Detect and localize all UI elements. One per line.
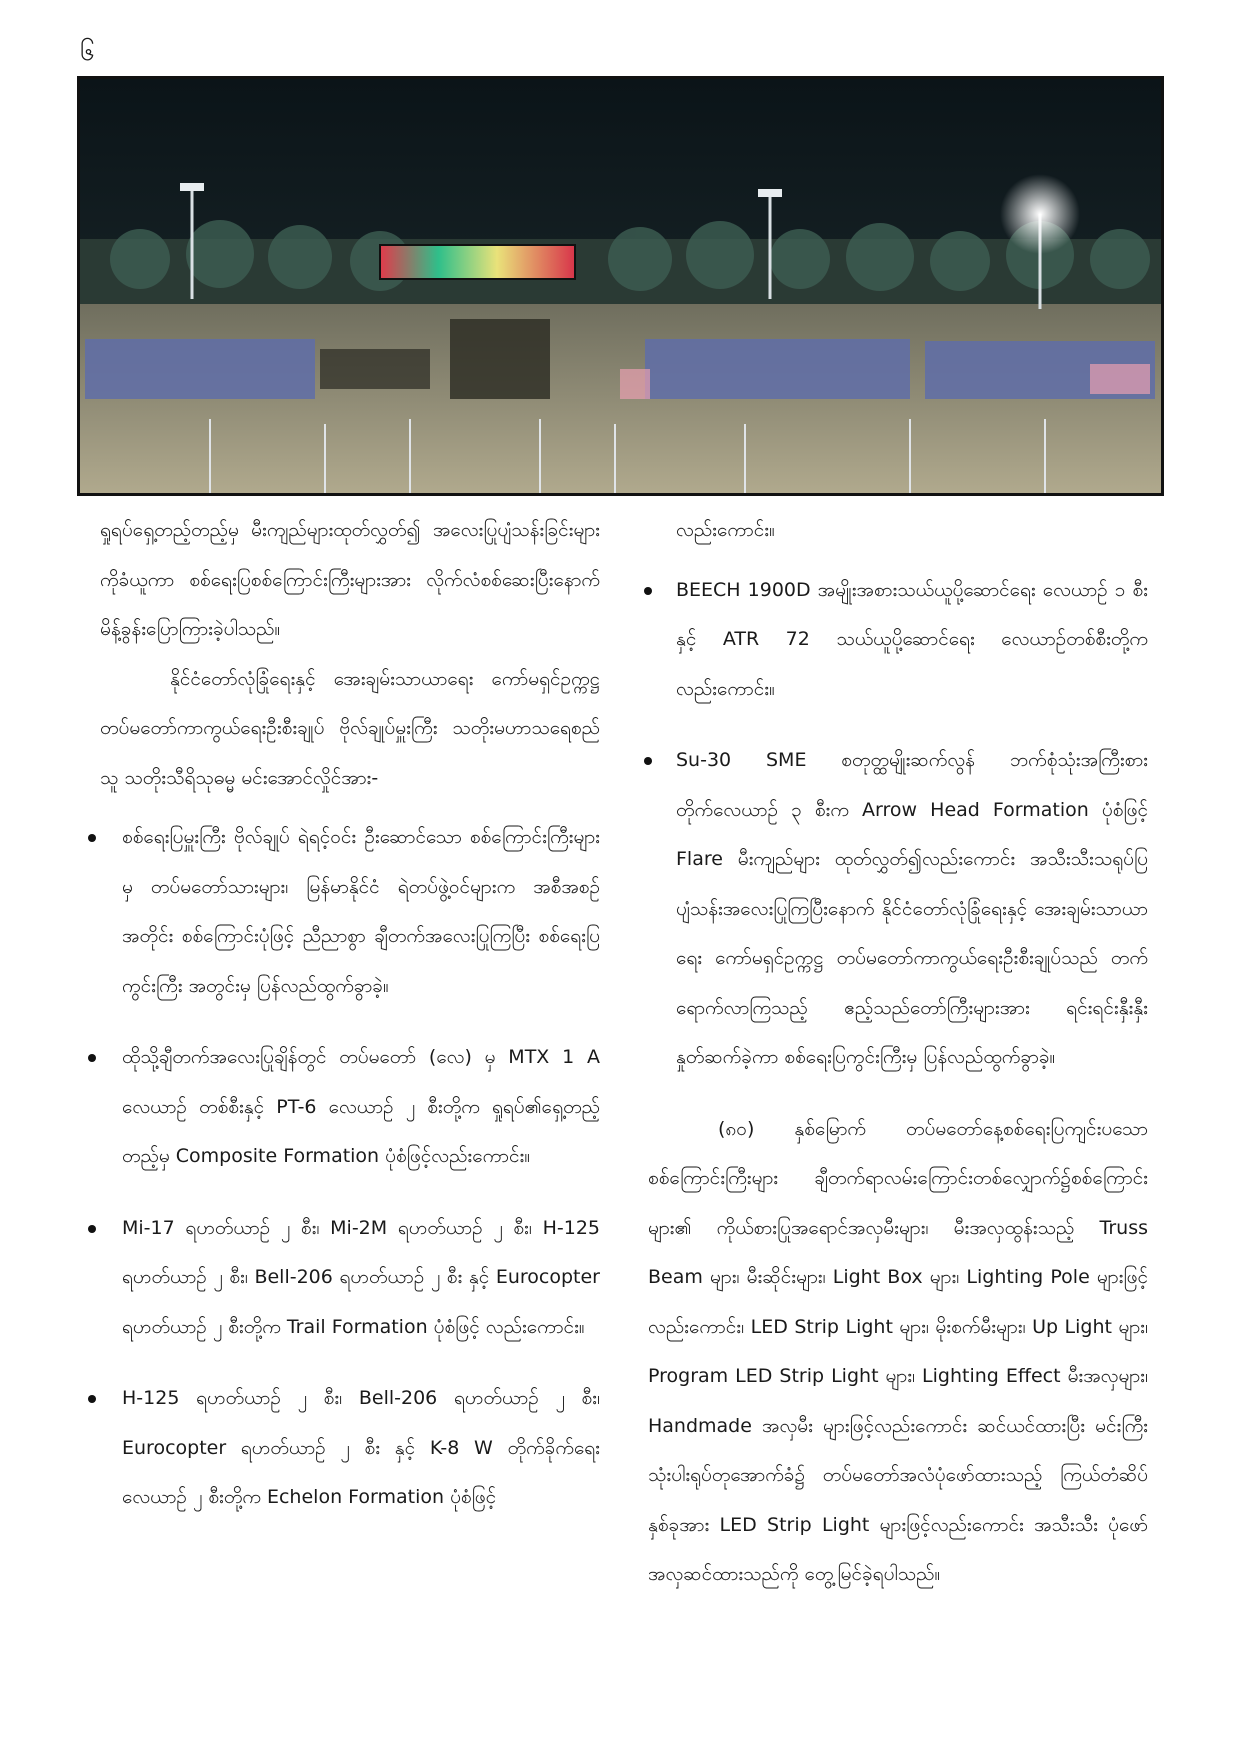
list-item: Su-30 SME စတုတ္ထမျိုးဆက်လွန် ဘက်စုံသုံးအကြီးစား တိုက်လေယာဉ် ၃ စီးက Arrow Head Formation ပုံစံဖြင့် Flare မီးကျည်များ ထုတ်လွှတ်၍လည်းကောင်း အသီးသီးသရုပ်ပြပျံသန်းအလေးပြုကြပြီးနောက် နိုင်ငံတော်လုံခြုံရေးနှင့် အေးချမ်းသာယာရေး ကော်မရှင်ဥက္ကဋ္ဌ တပ်မတော်ကာကွယ်ရေးဦးစီးချုပ်သည် တက်ရောက်လာကြသည့် ဧည့်သည်တော်ကြီးများအား ရင်းရင်းနှီးနှီး နှုတ်ဆက်ခဲ့ကာ စစ်ရေးပြကွင်းကြီးမှ ပြန်လည်ထွက်ခွာခဲ့။ [648,736,1148,1083]
left-column [100,506,600,1545]
continuation-text: လည်းကောင်း။ [676,519,775,541]
paragraph: နိုင်ငံတော်လုံခြုံရေးနှင့် အေးချမ်းသာယာရေး ကော်မရှင်ဥက္ကဋ္ဌ တပ်မတော်ကာကွယ်ရေးဦးစီးချုပ် ဗိုလ်ချုပ်မှူးကြီး သတိုးမဟာသရေစည်သူ သတိုးသီရိသုဓမ္မ မင်းအောင်လှိုင်အား- [100,667,600,789]
list-item: ထိုသို့ချီတက်အလေးပြုချိန်တွင် တပ်မတော် (လေ) မှ MTX 1 A လေယာဉ် တစ်စီးနှင့် PT-6 လေယာဉ် ၂ စီးတို့က ရှုရပ်၏ရှေ့တည့်တည့်မှ Composite Formation ပုံစံဖြင့်လည်းကောင်း။ [92,1033,600,1182]
parade-ground-illustration [80,79,1161,493]
list-item: စစ်ရေးပြမှူးကြီး ဗိုလ်ချုပ် ရဲရင့်ဝင်း ဦးဆောင်သော စစ်ကြောင်းကြီးများမှ တပ်မတော်သားများ၊ မြန်မာနိုင်ငံ ရဲတပ်ဖွဲ့ဝင်များက အစီအစဉ်အတိုင်း စစ်ကြောင်းပုံဖြင့် ညီညာစွာ ချီတက်အလေးပြုကြပြီး စစ်ရေးပြကွင်းကြီး အတွင်းမှ ပြန်လည်ထွက်ခွာခဲ့။ [92,813,600,1011]
list-item: Mi-17 ရဟတ်ယာဉ် ၂ စီး၊ Mi-2M ရဟတ်ယာဉ် ၂ စီး၊ H-125 ရဟတ်ယာဉ် ၂ စီး၊ Bell-206 ရဟတ်ယာဉ် ၂ စီး နှင့် Eurocopter ရဟတ်ယာဉ် ၂ စီးတို့က Trail Formation ပုံစံဖြင့် လည်းကောင်း။ [92,1204,600,1353]
paragraph: (၈၀) နှစ်မြောက် တပ်မတော်နေ့စစ်ရေးပြကျင်းပသော စစ်ကြောင်းကြီးများ ချီတက်ရာလမ်းကြောင်းတစ်လျှောက်၌စစ်ကြောင်းများ၏ ကိုယ်စားပြုအရောင်အလှမီးများ၊ မီးအလှထွန်းသည့် Truss Beam များ၊ မီးဆိုင်းများ၊ Light Box များ၊ Lighting Pole များဖြင့်လည်းကောင်း၊ LED Strip Light များ၊ မိုးစက်မီးများ၊ Up Light များ၊ Program LED Strip Light များ၊ Lighting Effect မီးအလှများ၊ Handmade အလှမီး များဖြင့်လည်းကောင်း ဆင်ယင်ထားပြီး မင်းကြီးသုံးပါးရုပ်တုအောက်ခံ၌ တပ်မတော်အလံပုံဖော်ထားသည့် ကြယ်တံဆိပ် နှစ်ခုအား LED Strip Light များဖြင့်လည်းကောင်း အသီးသီး ပုံဖော်အလှဆင်ထားသည်ကို တွေ့မြင်ခဲ့ရပါသည်။ [648,1117,1148,1585]
list-item: H-125 ရဟတ်ယာဉ် ၂ စီး၊ Bell-206 ရဟတ်ယာဉ် ၂ စီး၊ Eurocopter ရဟတ်ယာဉ် ၂ စီး နှင့် K-8 W တိုက်ခိုက်ရေး လေယာဉ် ၂ စီးတို့က Echelon Formation ပုံစံဖြင့် [92,1374,600,1523]
parade-photo [77,76,1164,496]
paragraph: ရှုရပ်ရှေ့တည့်တည့်မှ မီးကျည်များထုတ်လွှတ်၍ အလေးပြုပျံသန်းခြင်းများကိုခံယူကာ စစ်ရေးပြစစ်ကြောင်းကြီးများအား လိုက်လံစစ်ဆေးပြီးနောက် မိန့်ခွန်းပြောကြားခဲ့ပါသည်။ [100,519,600,640]
bullet-list [648,566,1148,1083]
list-item: BEECH 1900D အမျိုးအစားသယ်ယူပို့ဆောင်ရေး လေယာဉ် ၁ စီးနှင့် ATR 72 သယ်ယူပို့ဆောင်ရေး လေယာဉ်တစ်စီးတို့က လည်းကောင်း။ [648,566,1148,715]
page-number: ၆ [80,37,95,67]
right-column [648,506,1148,1600]
bullet-list [100,813,600,1523]
